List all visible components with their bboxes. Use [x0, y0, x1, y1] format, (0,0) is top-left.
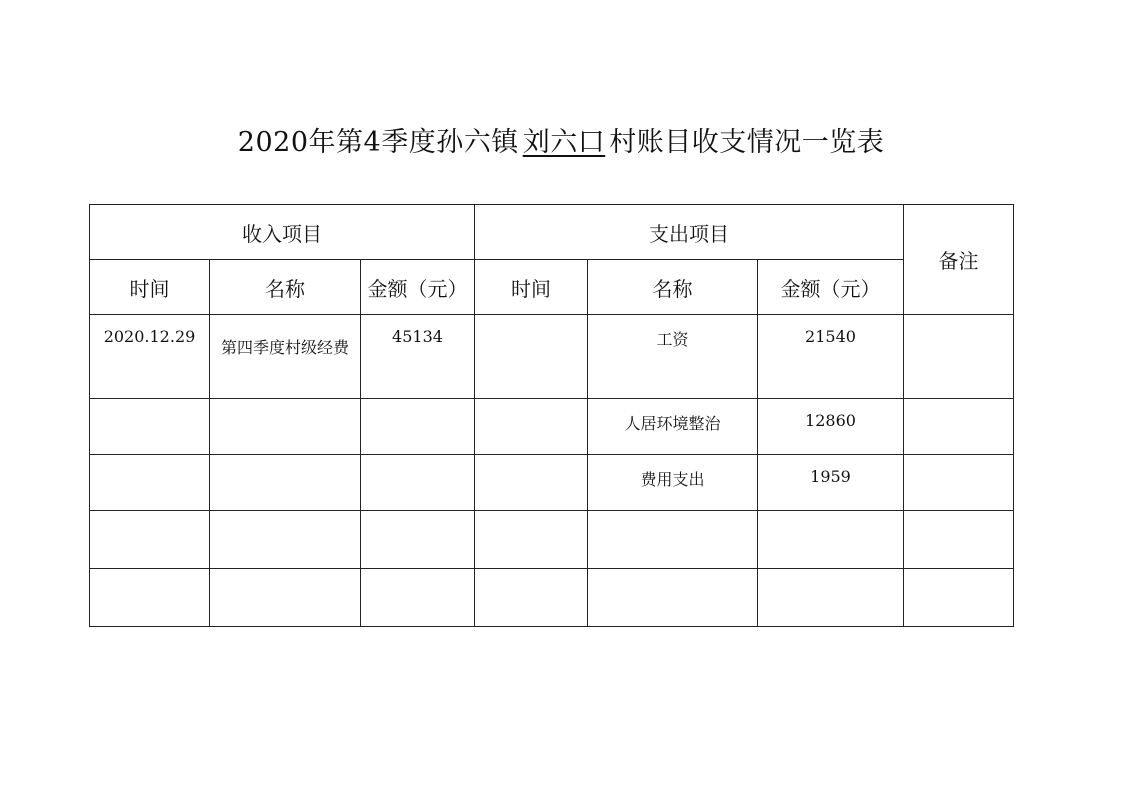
title-suffix: 村账目收支情况一览表: [609, 127, 885, 158]
income-name-cell: [210, 399, 361, 455]
income-amount-cell: [361, 569, 475, 627]
income-name-cell: [210, 511, 361, 569]
income-name-cell: [210, 569, 361, 627]
income-time-cell: [90, 569, 210, 627]
expense-name-cell: 费用支出: [588, 455, 758, 511]
title-village: 刘六口: [522, 127, 606, 158]
ledger-table: [89, 204, 1014, 627]
expense-group-header: 支出项目: [475, 205, 904, 260]
income-name-cell: [210, 455, 361, 511]
remarks-header: 备注: [904, 205, 1014, 315]
income-time-cell: 2020.12.29: [90, 315, 210, 399]
income-time-header: 时间: [90, 260, 210, 315]
expense-time-header: 时间: [475, 260, 588, 315]
expense-amount-cell: 12860: [758, 399, 904, 455]
income-name-text: 第四季度村级经费: [220, 338, 349, 357]
income-name-cell: [210, 315, 361, 399]
table-row: [90, 455, 1014, 511]
expense-time-cell: [475, 315, 588, 399]
expense-amount-header: 金额（元）: [758, 260, 904, 315]
document-title: [0, 120, 1122, 159]
expense-name-cell: [588, 511, 758, 569]
expense-time-cell: [475, 569, 588, 627]
expense-name-cell: [588, 569, 758, 627]
expense-time-cell: [475, 455, 588, 511]
income-amount-cell: [361, 455, 475, 511]
remarks-cell: [904, 399, 1014, 455]
income-amount-cell: [361, 511, 475, 569]
remarks-cell: [904, 511, 1014, 569]
table-row: [90, 399, 1014, 455]
expense-amount-cell: [758, 511, 904, 569]
remarks-cell: [904, 569, 1014, 627]
table-row: [90, 511, 1014, 569]
income-group-header: 收入项目: [90, 205, 475, 260]
expense-name-header: 名称: [588, 260, 758, 315]
income-amount-cell: 45134: [361, 315, 475, 399]
income-time-cell: [90, 455, 210, 511]
remarks-cell: [904, 455, 1014, 511]
expense-name-cell: 工资: [588, 315, 758, 399]
expense-amount-cell: [758, 569, 904, 627]
expense-amount-cell: 21540: [758, 315, 904, 399]
income-name-header: 名称: [210, 260, 361, 315]
title-prefix: 2020年第4季度孙六镇: [237, 127, 519, 158]
expense-time-cell: [475, 511, 588, 569]
expense-amount-cell: 1959: [758, 455, 904, 511]
expense-name-cell: 人居环境整治: [588, 399, 758, 455]
income-time-cell: [90, 399, 210, 455]
column-header-row: [90, 260, 1014, 315]
table-row: [90, 569, 1014, 627]
income-amount-header: 金额（元）: [361, 260, 475, 315]
group-header-row: [90, 205, 1014, 260]
table-row: [90, 315, 1014, 399]
remarks-cell: [904, 315, 1014, 399]
expense-time-cell: [475, 399, 588, 455]
income-amount-cell: [361, 399, 475, 455]
income-time-cell: [90, 511, 210, 569]
